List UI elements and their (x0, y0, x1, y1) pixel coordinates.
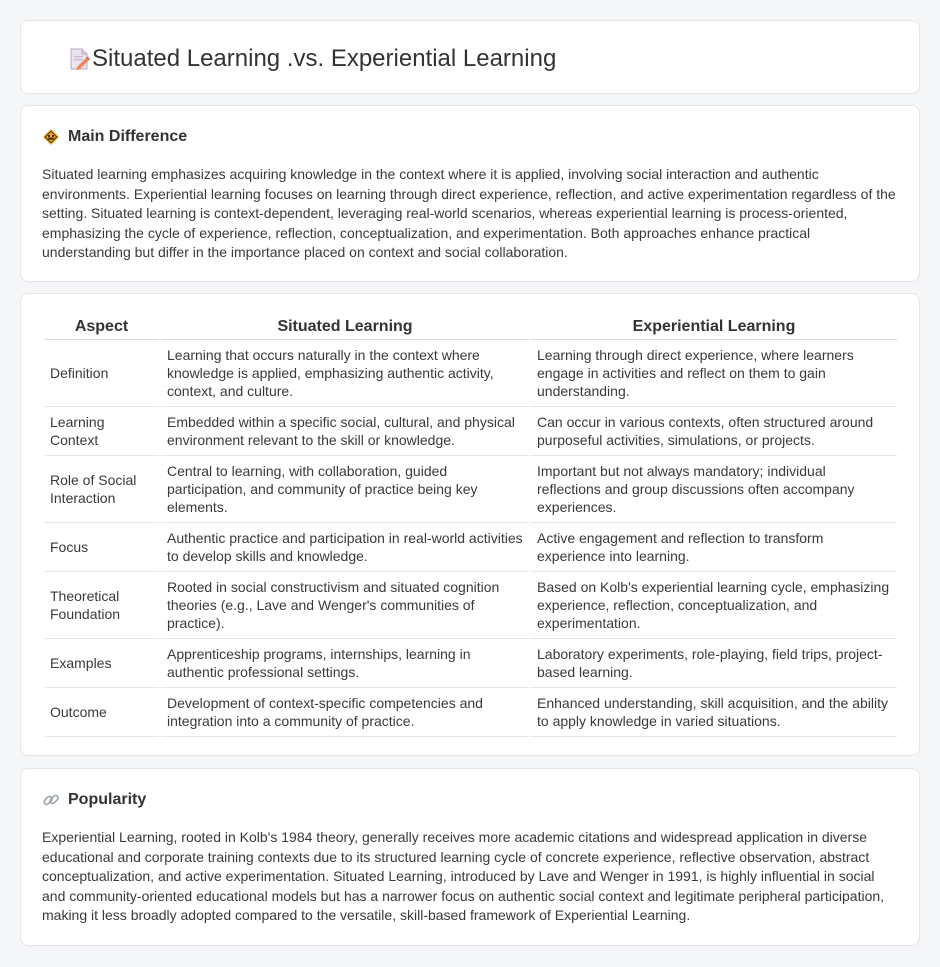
table-row (44, 572, 897, 639)
comparison-card (20, 293, 920, 756)
row-situated: Embedded within a specific social, cultural, and physical environment relevant to the skill or knowledge. (161, 407, 529, 456)
main-difference-text: Situated learning emphasizes acquiring knowledge in the context where it is applied, involving social interaction and authentic environments. Experiential learning focuses on learning through direct experience, reflection, and active experimentation regardless of the setting. Situated learning is context-dependent, leveraging real-world scenarios, whereas experiential learning is process-oriented, emphasizing the cycle of experience, reflection, conceptualization, and experimentation. Both approaches enhance practical understanding but differ in the importance placed on context and social collaboration. (42, 166, 896, 260)
row-experiential: Active engagement and reflection to transform experience into learning. (531, 523, 897, 572)
row-aspect: Outcome (44, 688, 159, 737)
document-pencil-icon (68, 47, 90, 71)
popularity-heading: Popularity (68, 791, 147, 808)
diamond-sign-icon (42, 128, 60, 146)
row-situated: Rooted in social constructivism and situated cognition theories (e.g., Lave and Wenger's communities of practice). (161, 572, 529, 639)
row-experiential: Based on Kolb's experiential learning cycle, emphasizing experience, reflection, conceptualization, and experimentation. (531, 572, 897, 639)
title-card (20, 20, 920, 94)
row-situated: Development of context-specific competencies and integration into a community of practice. (161, 688, 529, 737)
table-row (44, 688, 897, 737)
table-row (44, 639, 897, 688)
row-situated: Learning that occurs naturally in the context where knowledge is applied, emphasizing authentic activity, context, and culture. (161, 340, 529, 407)
main-difference-heading: Main Difference (68, 128, 188, 145)
comparison-table (42, 314, 899, 737)
row-experiential: Learning through direct experience, where learners engage in activities and reflect on them to gain understanding. (531, 340, 897, 407)
table-row (44, 523, 897, 572)
row-aspect: Theoretical Foundation (44, 572, 159, 639)
popularity-text: Experiential Learning, rooted in Kolb's 1984 theory, generally receives more academic citations and widespread application in diverse educational and corporate training contexts due to its structured learning cycle of concrete experience, reflective observation, abstract conceptualization, and active experimentation. Situated Learning, introduced by Lave and Wenger in 1991, is highly influential in social and community-oriented educational models but has a narrower focus on authentic social context and legitimate peripheral participation, making it less broadly adopted compared to the versatile, skill-based framework of Experiential Learning. (42, 829, 885, 923)
table-row (44, 407, 897, 456)
row-situated: Central to learning, with collaboration, guided participation, and community of practice being key elements. (161, 456, 529, 523)
row-experiential: Enhanced understanding, skill acquisition, and the ability to apply knowledge in varied situations. (531, 688, 897, 737)
link-icon (42, 791, 60, 809)
row-experiential: Important but not always mandatory; individual reflections and group discussions often accompany experiences. (531, 456, 897, 523)
table-row (44, 456, 897, 523)
table-row (44, 340, 897, 407)
header-aspect: Aspect (44, 314, 159, 340)
header-situated: Situated Learning (161, 314, 529, 340)
row-experiential: Can occur in various contexts, often structured around purposeful activities, simulations, or projects. (531, 407, 897, 456)
row-experiential: Laboratory experiments, role-playing, field trips, project-based learning. (531, 639, 897, 688)
row-aspect: Focus (44, 523, 159, 572)
main-difference-card (20, 105, 920, 282)
popularity-card (20, 768, 920, 946)
row-aspect: Role of Social Interaction (44, 456, 159, 523)
row-aspect: Learning Context (44, 407, 159, 456)
header-experiential: Experiential Learning (531, 314, 897, 340)
page-title: Situated Learning .vs. Experiential Learning (92, 45, 557, 72)
row-situated: Apprenticeship programs, internships, learning in authentic professional settings. (161, 639, 529, 688)
table-header-row (44, 314, 897, 340)
row-situated: Authentic practice and participation in real-world activities to develop skills and knowledge. (161, 523, 529, 572)
row-aspect: Definition (44, 340, 159, 407)
row-aspect: Examples (44, 639, 159, 688)
